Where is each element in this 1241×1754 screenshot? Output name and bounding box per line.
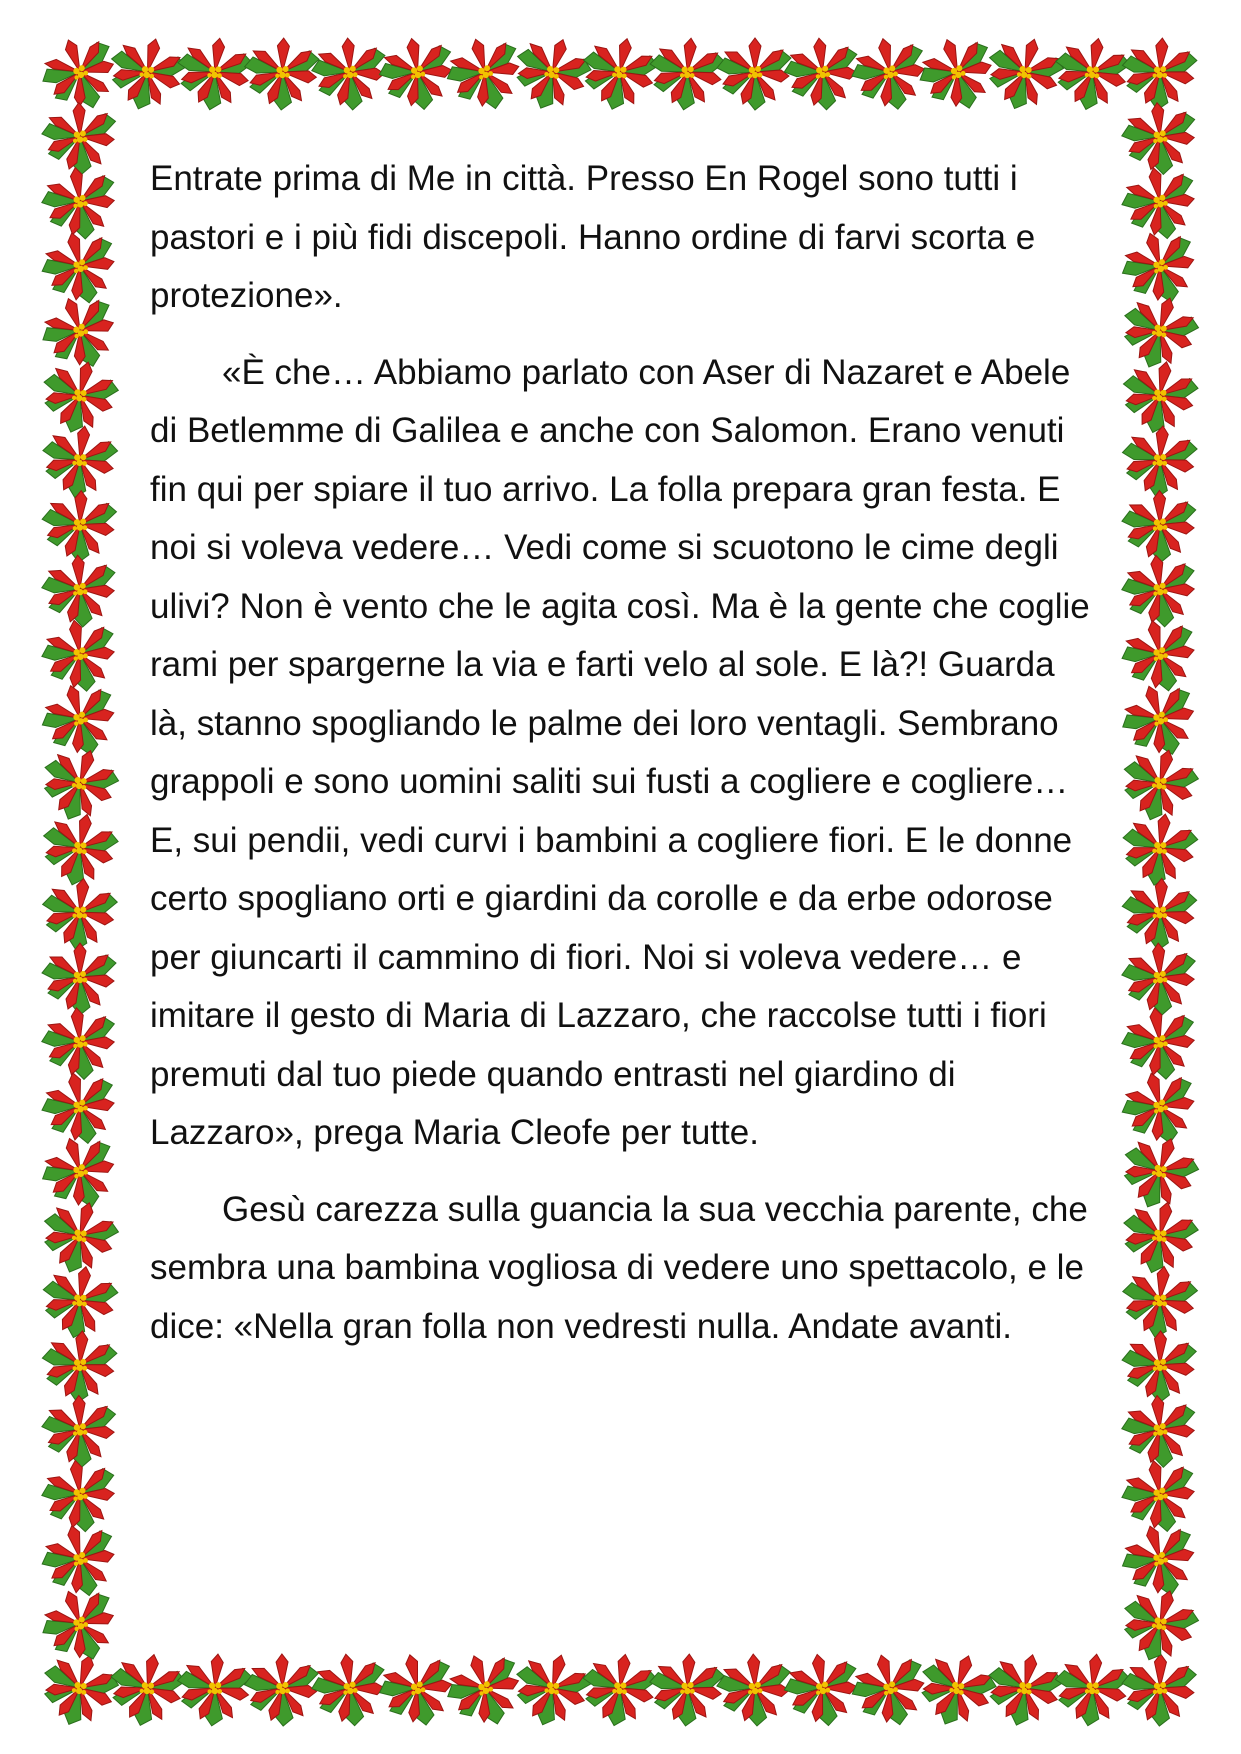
poinsettia-flower-icon [33, 1579, 127, 1672]
poinsettia-flower-icon [35, 807, 122, 893]
document-body [150, 150, 1090, 1570]
poinsettia-flower-icon [42, 943, 116, 1015]
poinsettia-flower-icon [40, 553, 119, 630]
poinsettia-flower-icon [1121, 1653, 1196, 1726]
poinsettia-flower-icon [505, 28, 598, 119]
poinsettia-flower-icon [439, 29, 530, 119]
paragraph-3: Gesù carezza sulla guancia la sua vecchia parente, che sembra una bambina vogliosa di vedere uno spettacolo, e le dice: «Nella gran folla non vedresti nulla. Andate avanti. [150, 1189, 1088, 1346]
poinsettia-flower-icon [575, 31, 662, 117]
poinsettia-flower-icon [37, 614, 122, 698]
paragraph-1: Entrate prima di Me in città. Presso En Rogel sono tutti i pastori e i più fidi discepoli. Hanno ordine di farvi scorta e protezione». [150, 159, 1036, 315]
poinsettia-flower-icon [1120, 941, 1198, 1017]
poinsettia-flower-icon [41, 101, 117, 176]
poinsettia-flower-icon [1119, 1392, 1199, 1470]
poinsettia-flower-icon [844, 1646, 934, 1735]
poinsettia-flower-icon [38, 875, 119, 954]
poinsettia-flower-icon [1119, 423, 1199, 501]
poinsettia-flower-icon [979, 1646, 1067, 1733]
poinsettia-flower-icon [1048, 32, 1133, 116]
poinsettia-flower-icon [648, 1652, 726, 1728]
poinsettia-flower-icon [172, 33, 255, 115]
poinsettia-flower-icon [577, 1648, 661, 1731]
poinsettia-flower-icon [41, 489, 117, 564]
poinsettia-flower-icon [308, 1650, 390, 1730]
poinsettia-flower-icon [1114, 1064, 1204, 1153]
poinsettia-flower-icon [506, 1645, 596, 1734]
poinsettia-flower-icon [1119, 35, 1198, 112]
poinsettia-flower-icon [35, 224, 124, 312]
poinsettia-flower-icon [978, 29, 1069, 119]
poinsettia-flower-icon [1121, 1330, 1196, 1403]
poinsettia-flower-icon [33, 1127, 126, 1218]
poinsettia-flower-icon [36, 1065, 123, 1151]
poinsettia-flower-icon [1112, 1126, 1205, 1218]
poinsettia-flower-icon [717, 38, 791, 110]
poinsettia-flower-icon [1114, 1194, 1202, 1281]
poinsettia-flower-icon [1117, 1002, 1201, 1085]
poinsettia-flower-icon [1119, 100, 1199, 178]
poinsettia-flower-icon [244, 1653, 319, 1726]
poinsettia-flower-icon [1113, 287, 1205, 377]
poinsettia-flower-icon [1115, 355, 1201, 440]
poinsettia-flower-icon [1050, 1650, 1132, 1730]
poinsettia-flower-icon [373, 1647, 461, 1734]
poinsettia-flower-icon [34, 353, 123, 441]
poinsettia-flower-icon [34, 676, 125, 766]
poinsettia-flower-icon [38, 1455, 121, 1537]
poinsettia-flower-icon [1113, 740, 1203, 829]
poinsettia-flower-icon [846, 31, 933, 117]
poinsettia-flower-icon [438, 1644, 531, 1736]
poinsettia-flower-icon [33, 1644, 125, 1734]
poinsettia-flower-icon [1117, 808, 1201, 891]
poinsettia-flower-icon [374, 32, 459, 116]
poinsettia-flower-icon [32, 739, 125, 830]
poinsettia-flower-icon [909, 1643, 1002, 1735]
poinsettia-flower-icon [243, 37, 319, 112]
poinsettia-flower-icon [1116, 161, 1202, 246]
paragraph-2: «È che… Abbiamo parlato con Aser di Nazaret e Abele di Betlemme di Galilea e anche con Salomon. Erano venuti fin qui per spiare il tuo arrivo. La folla prepara gran festa. E noi si voleva vedere… Vedi come si scuotono le cime degli ulivi? Non è vento che le agita così. Ma è la gente che coglie rami per spargerne la via e farti velo al sole. E là?! Guarda là, stanno spogliando le palme dei loro ventagli. Sembrano grappoli e sono uomini saliti sui fusti a cogliere e cogliere… E, sui pendii, vedi curvi i bambini a cogliere fiori. E le donne certo spogliano orti e giardini da corolle e da erbe odorose per giuncarti il cammino di fiori. Noi si voleva vedere… e imitare il gesto di Maria di Lazzaro, che raccolse tutti i fiori premuti dal tuo piede quando entrasti nel giardino di Lazzaro», prega Maria Cleofe per tutte. [150, 352, 1090, 1152]
poinsettia-flower-icon [781, 34, 862, 113]
poinsettia-flower-icon [646, 34, 727, 113]
poinsettia-flower-icon [1113, 675, 1206, 767]
poinsettia-flower-icon [1118, 551, 1200, 631]
poinsettia-flower-icon [1115, 613, 1203, 700]
poinsettia-flower-icon [1114, 1516, 1206, 1606]
poinsettia-flower-icon [39, 1328, 118, 1405]
poinsettia-flower-icon [1120, 876, 1198, 952]
poinsettia-flower-icon [103, 1647, 189, 1732]
poinsettia-flower-icon [38, 163, 121, 245]
poinsettia-flower-icon [780, 1649, 864, 1732]
poinsettia-flower-icon [37, 421, 120, 503]
poinsettia-flower-icon [310, 36, 389, 113]
poinsettia-flower-icon [35, 1517, 124, 1605]
poinsettia-flower-icon [36, 1260, 121, 1344]
poinsettia-flower-icon [33, 286, 127, 379]
poinsettia-flower-icon [1121, 490, 1196, 563]
poinsettia-flower-icon [715, 1652, 793, 1728]
poinsettia-flower-icon [1118, 1262, 1200, 1342]
poinsettia-flower-icon [1116, 1454, 1202, 1539]
poinsettia-flower-icon [101, 30, 190, 118]
poinsettia-flower-icon [41, 1394, 117, 1469]
poinsettia-flower-icon [1114, 223, 1206, 313]
poinsettia-flower-icon [174, 1651, 254, 1729]
poinsettia-flower-icon [911, 29, 1004, 120]
poinsettia-flower-icon [39, 1004, 120, 1083]
